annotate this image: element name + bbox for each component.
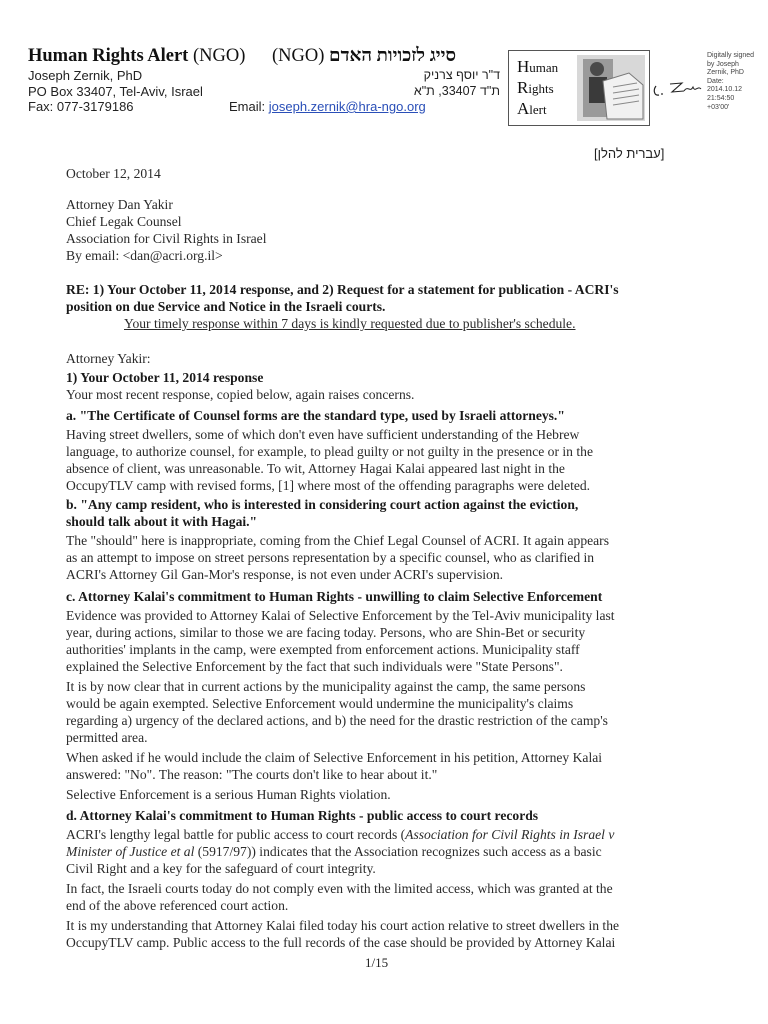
recipient-block: [66, 196, 706, 264]
page-number: 1/15: [365, 955, 389, 970]
org-title-en: Human Rights Alert (NGO): [28, 46, 246, 66]
subject-line: RE: 1) Your October 11, 2014 response, and 2) Request for a statement for publication - ACRI's position on due Service and Notice in the Israeli courts.: [66, 282, 619, 314]
recipient-name: Attorney Dan Yakir: [66, 197, 173, 212]
section-a: a. "The Certificate of Counsel forms are the standard type, used by Israeli attorneys." Having street dwellers, some of which don't even have sufficient understanding of the Hebrew language, to authorize counsel, for example, to plead guilty or not guilty in the presence or in the absence of client, was unreasonable. To wit, Attorney Hagai Kalai appeared last night in the OccupyTLV camp with revised forms, [1] where most of the offending paragraphs were deleted.: [66, 407, 706, 494]
request-note: Your timely response within 7 days is kindly requested due to publisher's schedule.: [124, 316, 576, 331]
logo-wordmark: Human Rights Alert: [517, 57, 559, 118]
section-1-heading: 1) Your October 11, 2014 response: [66, 370, 264, 385]
email-label: Email:: [229, 99, 266, 114]
address-en: PO Box 33407, Tel-Aviv, Israel: [28, 84, 203, 99]
section-a-heading: a. "The Certificate of Counsel forms are the standard type, used by Israeli attorneys.": [66, 408, 565, 423]
hra-logo: [508, 50, 650, 126]
salutation: Attorney Yakir:: [66, 351, 151, 366]
recipient-org: Association for Civil Rights in Israel: [66, 231, 267, 246]
hebrew-version-link[interactable]: [עברית להלן]: [594, 146, 665, 161]
recipient-email: By email: <dan@acri.org.il>: [66, 248, 223, 263]
section-d-heading: d. Attorney Kalai's commitment to Human Rights - public access to court records: [66, 808, 539, 823]
digital-signature-text: Digitally signed by Joseph Zernik, PhD Date: 2014.10.12 21:54:50 +03'00': [707, 52, 755, 111]
section-b: b. "Any camp resident, who is interested in considering court action against the eviction, should talk about it with Hagai." The "should" here is inappropriate, coming from the Chief Legal Counsel of ACRI. It again appears as an attempt to impose on street persons representation by a specific counsel, who as clarified in ACRI's Attorney Gil Gan-Mor's response, is not even under ACRI's supervision.: [66, 496, 706, 583]
fax-number: Fax: 077-3179186: [28, 99, 134, 114]
name-he: ד"ר יוסף צרניק: [423, 68, 500, 82]
recipient-title: Chief Legak Counsel: [66, 214, 182, 229]
section-d: d. Attorney Kalai's commitment to Human Rights - public access to court records ACRI's lengthy legal battle for public access to court records (Association for Civil Rights in Israel v Minister of Justice et al (5917/97)) indicates that the Association recognizes such access as a basic Civil Right and a key for the safeguard of court integrity. In fact, the Israeli courts today do not comply even with the limited access, which was granted at the end of the above referenced court action. It is my understanding that Attorney Kalai filed today his court action relative to street dwellers in the OccupyTLV camp. Public access to the full records of the case should be provided by Attorney Kalai: [66, 807, 706, 951]
email-line: [229, 99, 426, 114]
section-1-intro: Your most recent response, copied below, again raises concerns.: [66, 387, 415, 402]
handwritten-signature-icon: [652, 72, 704, 102]
section-1: [66, 369, 706, 403]
org-title-he: (NGO) סייג לזכויות האדם: [272, 46, 457, 66]
email-link[interactable]: joseph.zernik@hra-ngo.org: [268, 99, 426, 114]
section-c-heading: c. Attorney Kalai's commitment to Human Rights - unwilling to claim Selective Enforcement: [66, 589, 603, 604]
letter-date: October 12, 2014: [66, 166, 161, 181]
name-en: Joseph Zernik, PhD: [28, 68, 143, 83]
section-c: c. Attorney Kalai's commitment to Human Rights - unwilling to claim Selective Enforcement Evidence was provided to Attorney Kalai of Selective Enforcement by the Tel-Aviv municipality last year, during actions, similar to those we are facing today. Persons, who are Shin-Bet or security authorities' implants in the camp, were exempted from enforcement actions. Municipality staff explained the Selective Enforcement by the fact that such individuals were "State Persons". It is by now clear that in current actions by the municipality against the camp, the same persons would be again exempted. Selective Enforcement would undermine the municipality's claims regarding a) urgency of the declared actions, and b) the need for the drastic restriction of the camp's permitted area. When asked if he would include the claim of Selective Enforcement in his petition, Attorney Kalai answered: "No". The reason: "The courts don't like to hear about it." Selective Enforcement is a serious Human Rights violation.: [66, 588, 706, 803]
address-he: ת"ד 33407, ת"א: [413, 84, 500, 98]
section-b-heading: b. "Any camp resident, who is interested in considering court action against the eviction,: [66, 497, 579, 512]
logo-photo-icon: [577, 55, 645, 121]
